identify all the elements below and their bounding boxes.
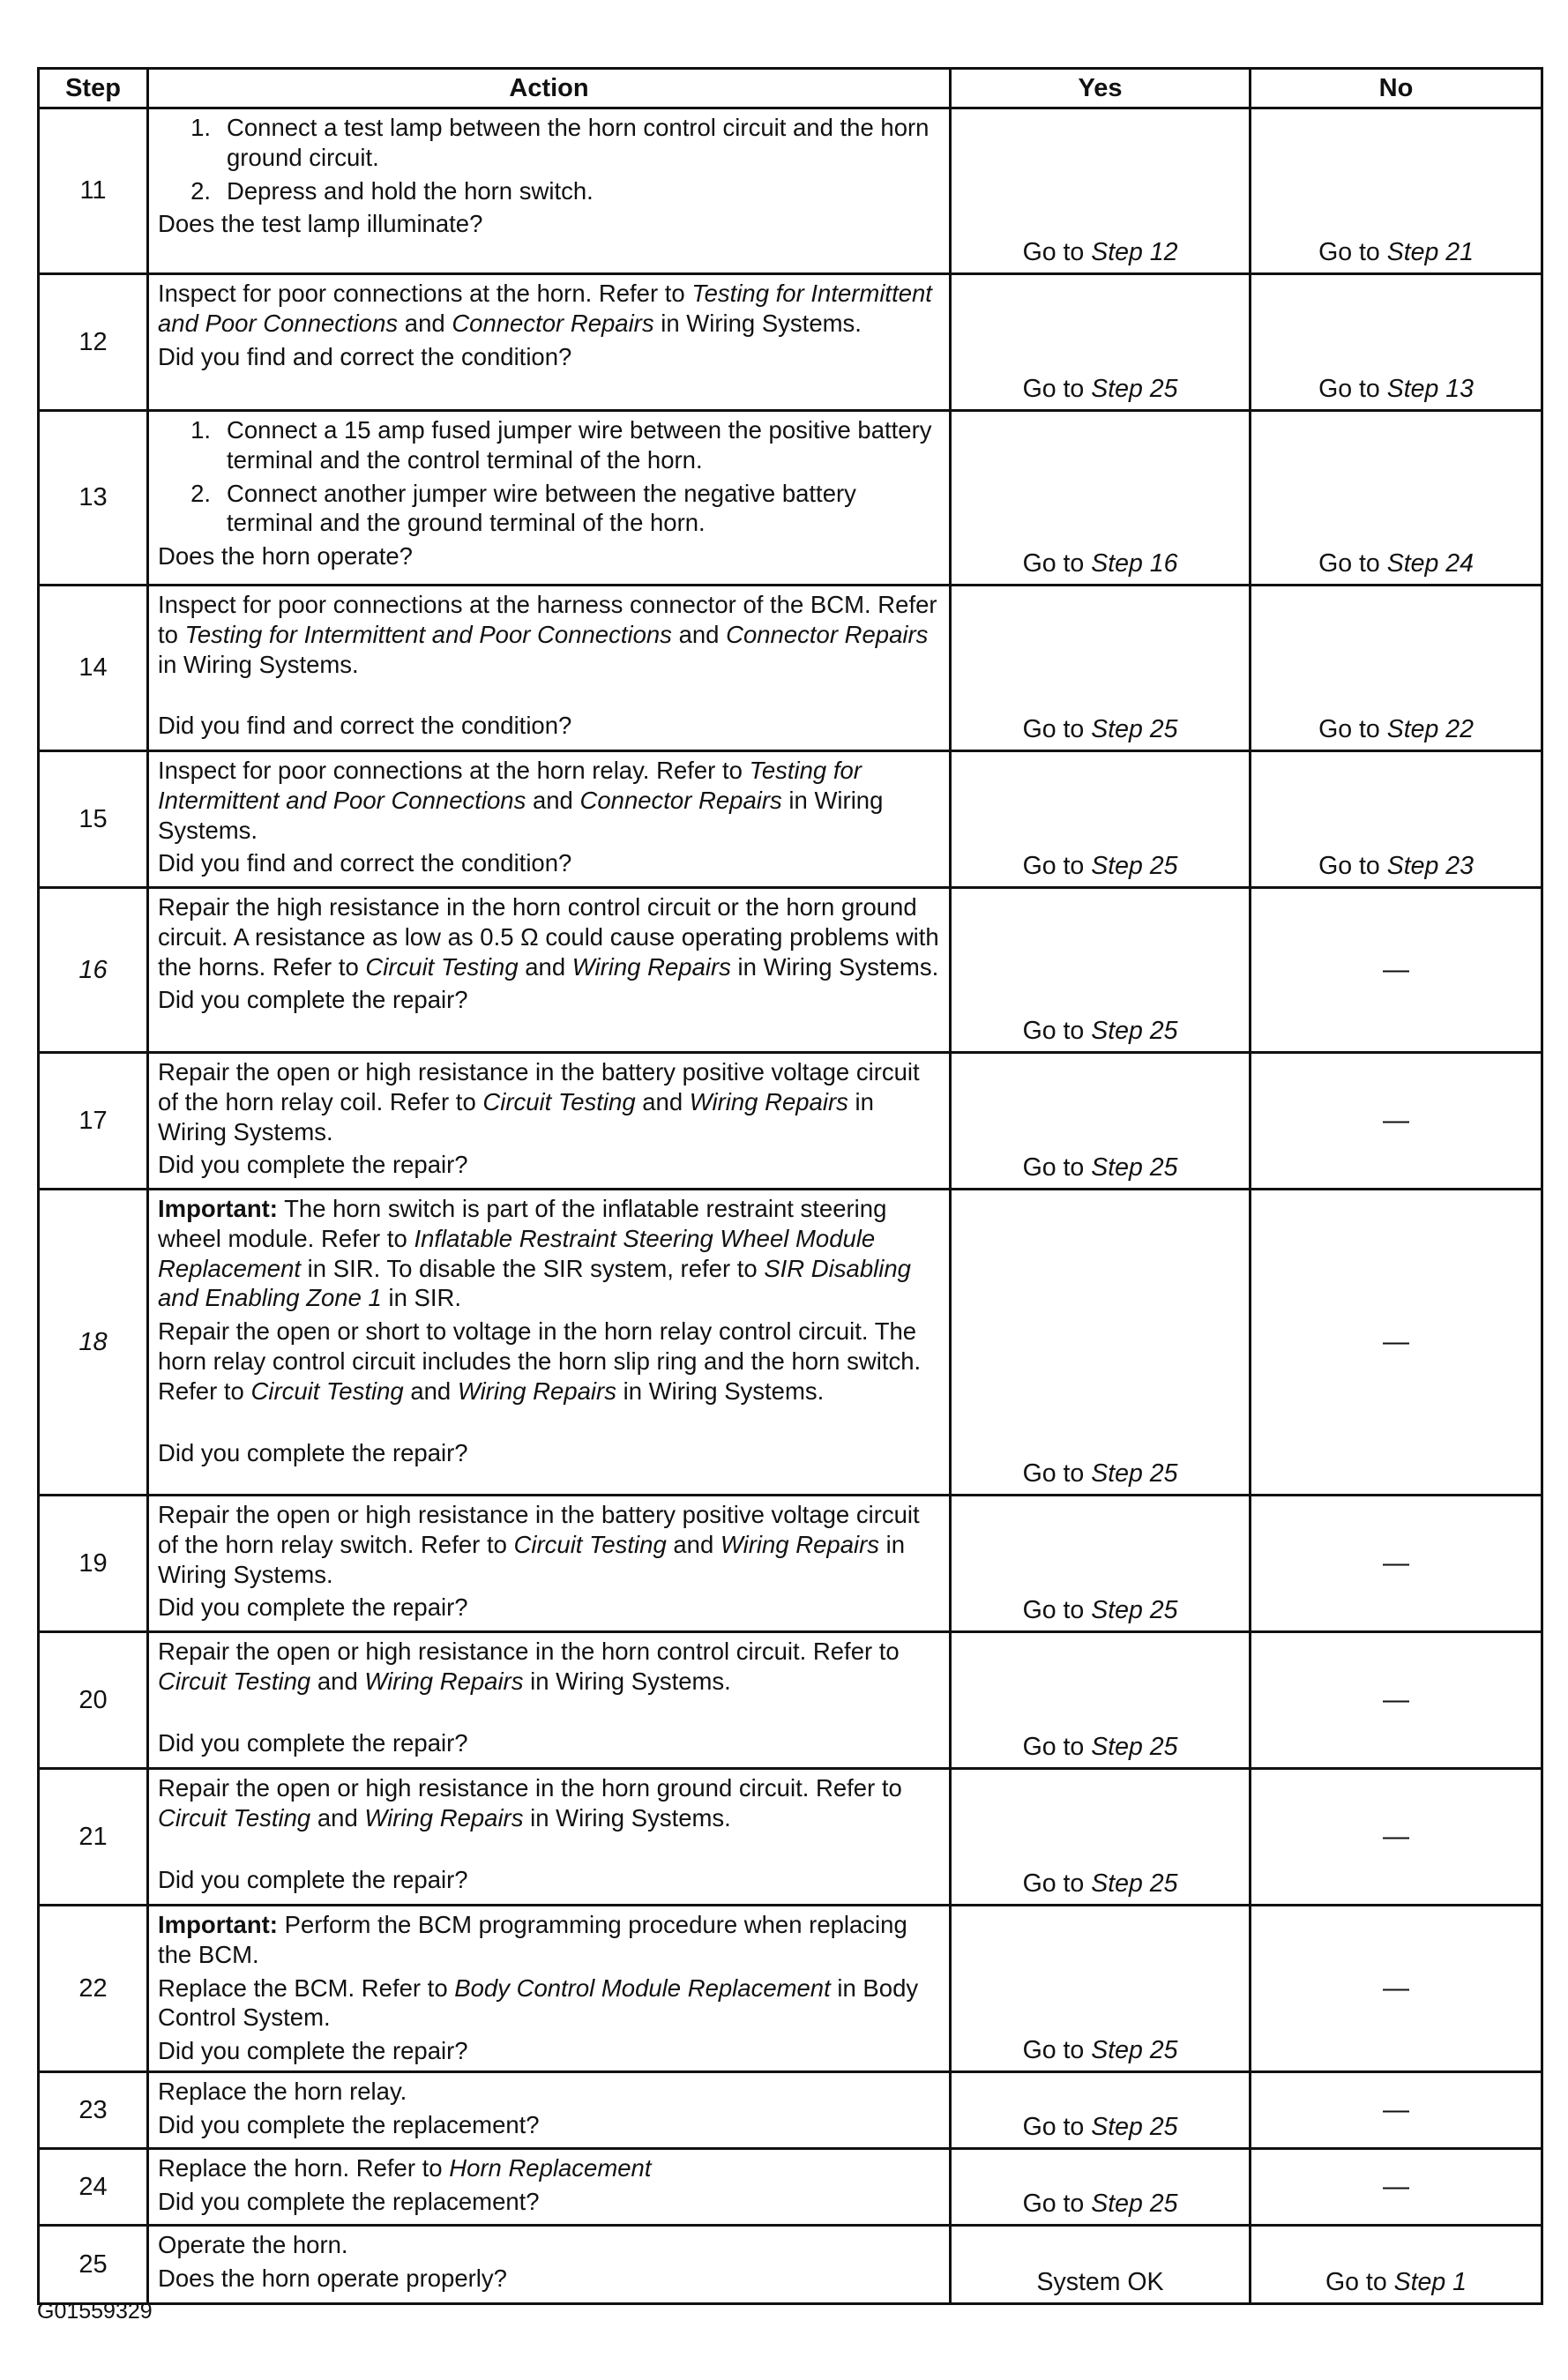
list-item <box>158 176 942 206</box>
action-text: and <box>666 1530 721 1558</box>
table-row <box>39 1906 1542 2072</box>
action-cell <box>148 2072 951 2149</box>
yes-step-reference: Step 25 <box>1091 2036 1178 2065</box>
action-text: Operate the horn. <box>158 2231 348 2259</box>
action-text: Repair the open or high resistance in the horn ground circuit. Refer to <box>158 1774 902 1802</box>
action-text: in Wiring Systems. <box>158 1530 906 1588</box>
list-number: 1. <box>190 416 211 444</box>
important-label: Important: <box>158 1911 278 1938</box>
action-paragraph <box>158 1500 942 1589</box>
yes-cell <box>951 1769 1251 1906</box>
no-cell <box>1251 2226 1542 2304</box>
action-text: and <box>526 786 580 814</box>
step-number: 17 <box>39 1053 148 1190</box>
step-number: 15 <box>39 751 148 888</box>
yes-step-reference: Step 25 <box>1091 375 1178 403</box>
action-cell <box>148 108 951 274</box>
action-text: Replace the horn. Refer to <box>158 2154 450 2182</box>
yes-step-reference: Step 25 <box>1091 715 1178 743</box>
reference-link-text: Circuit Testing <box>158 1667 311 1695</box>
figure-id: G01559329 <box>37 2299 153 2324</box>
spacer <box>158 1410 942 1436</box>
yes-result-text: Go to <box>1022 1459 1092 1488</box>
question-text: Does the test lamp illuminate? <box>158 210 483 238</box>
step-number: 19 <box>39 1496 148 1632</box>
question-text: Did you complete the repair? <box>158 1151 468 1179</box>
action-paragraph <box>158 2230 942 2260</box>
action-cell <box>148 411 951 586</box>
no-cell <box>1251 751 1542 888</box>
step-number: 14 <box>39 586 148 751</box>
yes-result-text: Go to <box>1022 549 1092 578</box>
important-label: Important: <box>158 1195 278 1222</box>
yes-result-text: System OK <box>1036 2268 1164 2297</box>
list-text: Connect another jumper wire between the negative battery terminal and the ground terminal of the horn. <box>227 479 856 537</box>
list-number: 2. <box>190 176 211 205</box>
yes-result-text: Go to <box>1022 1869 1092 1898</box>
header-no: No <box>1251 69 1542 108</box>
yes-result-text: Go to <box>1022 852 1092 880</box>
table-row <box>39 2149 1542 2226</box>
no-cell <box>1251 888 1542 1053</box>
reference-link-text: Testing for Intermittent and Poor Connections <box>158 280 932 337</box>
step-number: 16 <box>39 888 148 1053</box>
step-number: 18 <box>39 1190 148 1496</box>
action-text: Inspect for poor connections at the horn. Refer to <box>158 280 692 307</box>
question-text: Did you complete the repair? <box>158 1865 468 1893</box>
table-row <box>39 2072 1542 2149</box>
action-text: in SIR. To disable the SIR system, refer to <box>301 1254 765 1282</box>
table-row <box>39 1769 1542 1906</box>
action-paragraph <box>158 279 942 339</box>
action-cell <box>148 1190 951 1496</box>
action-text: Replace the BCM. Refer to <box>158 1973 455 2002</box>
no-cell <box>1251 1769 1542 1906</box>
reference-link-text: Wiring Repairs <box>364 1667 524 1695</box>
reference-link-text: Wiring Repairs <box>720 1530 880 1558</box>
table-row <box>39 274 1542 411</box>
yes-cell <box>951 751 1251 888</box>
header-yes: Yes <box>951 69 1251 108</box>
action-cell <box>148 2149 951 2226</box>
yes-result-text: Go to <box>1022 1596 1092 1624</box>
question-text: Did you complete the repair? <box>158 1438 468 1466</box>
action-text: and <box>398 309 452 337</box>
action-text: The horn switch is part of the inflatable restraint steering wheel module. Refer to <box>158 1195 887 1252</box>
yes-result-text: Go to <box>1022 715 1092 743</box>
action-text: and <box>518 952 572 981</box>
reference-link-text: Circuit Testing <box>482 1087 636 1115</box>
step-number: 20 <box>39 1632 148 1769</box>
action-paragraph <box>158 892 942 981</box>
reference-link-text: Testing for Intermittent and Poor Connections <box>158 757 862 814</box>
reference-link-text: Circuit Testing <box>250 1377 404 1405</box>
question-text: Did you complete the replacement? <box>158 2187 540 2215</box>
reference-link-text: Circuit Testing <box>513 1530 667 1558</box>
not-applicable-dash: — <box>1383 955 1409 984</box>
action-text: in Wiring Systems. <box>523 1803 731 1832</box>
spacer <box>158 683 942 709</box>
reference-link-text: Testing for Intermittent and Poor Connections <box>184 620 672 648</box>
yes-cell <box>951 2226 1251 2304</box>
yes-cell <box>951 1906 1251 2072</box>
no-cell <box>1251 2072 1542 2149</box>
action-text: in Body Control System. <box>158 1973 919 2032</box>
action-text: in Wiring Systems. <box>158 786 884 844</box>
no-cell <box>1251 411 1542 586</box>
question-text: Did you complete the repair? <box>158 2037 468 2065</box>
yes-step-reference: Step 25 <box>1091 2113 1178 2142</box>
list-text: Connect a test lamp between the horn control circuit and the horn ground circuit. <box>227 114 930 171</box>
action-text: in Wiring Systems. <box>158 650 359 678</box>
action-cell <box>148 274 951 411</box>
action-text: Replace the horn relay. <box>158 2078 407 2106</box>
table-row <box>39 1496 1542 1632</box>
action-text: in Wiring Systems. <box>653 309 862 337</box>
table-row <box>39 411 1542 586</box>
action-text: Inspect for poor connections at the harness connector of the BCM. Refer to <box>158 591 937 648</box>
action-cell <box>148 1053 951 1190</box>
yes-step-reference: Step 25 <box>1091 852 1178 880</box>
reference-link-text: Horn Replacement <box>449 2154 652 2182</box>
action-paragraph <box>158 1773 942 1833</box>
action-text: Repair the open or high resistance in the battery positive voltage circuit of the horn relay switch. Refer to <box>158 1501 920 1558</box>
not-applicable-dash: — <box>1383 1973 1409 2003</box>
not-applicable-dash: — <box>1383 1548 1409 1578</box>
action-cell <box>148 751 951 888</box>
yes-result-text: Go to <box>1022 2113 1092 2142</box>
yes-cell <box>951 1496 1251 1632</box>
yes-step-reference: Step 25 <box>1091 2190 1178 2219</box>
no-cell <box>1251 586 1542 751</box>
header-action: Action <box>148 69 951 108</box>
yes-step-reference: Step 25 <box>1091 1017 1178 1045</box>
action-paragraph <box>158 1057 942 1146</box>
question-text: Did you find and correct the condition? <box>158 849 572 877</box>
table-row <box>39 1053 1542 1190</box>
action-text: Repair the high resistance in the horn control circuit or the horn ground circuit. A resistance as low as 0.5 Ω could cause operating problems with the horns. Refer to <box>158 893 939 981</box>
action-text: and <box>310 1803 365 1832</box>
action-text: in Wiring Systems. <box>158 1087 874 1145</box>
action-cell <box>148 888 951 1053</box>
question-text: Does the horn operate properly? <box>158 2264 507 2292</box>
list-number: 1. <box>190 114 211 141</box>
no-result-text: Go to <box>1318 715 1387 743</box>
step-number: 21 <box>39 1769 148 1906</box>
question-text: Did you complete the repair? <box>158 986 468 1014</box>
action-text: and <box>403 1377 458 1405</box>
step-number: 11 <box>39 108 148 274</box>
reference-link-text: Wiring Repairs <box>571 952 731 981</box>
list-item <box>158 479 942 539</box>
reference-link-text: Wiring Repairs <box>364 1803 524 1832</box>
spacer <box>158 1837 942 1863</box>
reference-link-text: Connector Repairs <box>726 620 929 648</box>
question-text: Did you find and correct the condition? <box>158 342 572 370</box>
yes-cell <box>951 586 1251 751</box>
reference-link-text: Circuit Testing <box>365 952 519 981</box>
action-text: Repair the open or high resistance in the battery positive voltage circuit of the horn relay coil. Refer to <box>158 1058 920 1115</box>
yes-step-reference: Step 25 <box>1091 1733 1178 1761</box>
no-result-text: Go to <box>1325 2268 1394 2297</box>
no-cell <box>1251 1906 1542 2072</box>
list-item <box>158 415 942 475</box>
question-text: Did you complete the replacement? <box>158 2110 540 2138</box>
no-cell <box>1251 2149 1542 2226</box>
no-step-reference: Step 13 <box>1386 375 1474 403</box>
question-text: Did you complete the repair? <box>158 1593 468 1622</box>
yes-cell <box>951 108 1251 274</box>
no-result-text: Go to <box>1318 852 1387 880</box>
list-text: Connect a 15 amp fused jumper wire between the positive battery terminal and the control terminal of the horn. <box>227 416 932 474</box>
table-row <box>39 751 1542 888</box>
action-paragraph <box>158 2077 942 2107</box>
reference-link-text: Wiring Repairs <box>689 1087 848 1115</box>
action-paragraph <box>158 1973 942 2033</box>
action-text: and <box>671 620 727 648</box>
question-text: Did you find and correct the condition? <box>158 712 572 740</box>
step-number: 23 <box>39 2072 148 2149</box>
action-text: in Wiring Systems. <box>523 1667 731 1695</box>
action-cell <box>148 1632 951 1769</box>
yes-cell <box>951 888 1251 1053</box>
no-step-reference: Step 1 <box>1393 2268 1467 2297</box>
yes-cell <box>951 1190 1251 1496</box>
yes-step-reference: Step 25 <box>1091 1459 1178 1488</box>
not-applicable-dash: — <box>1383 2172 1409 2202</box>
yes-cell <box>951 411 1251 586</box>
no-cell <box>1251 1496 1542 1632</box>
reference-link-text: Inflatable Restraint Steering Wheel Module Replacement <box>158 1224 876 1282</box>
header-row <box>39 69 1542 108</box>
reference-link-text: Body Control Module Replacement <box>454 1973 831 2002</box>
no-result-text: Go to <box>1318 238 1387 266</box>
reference-link-text: Connector Repairs <box>452 309 654 337</box>
action-cell <box>148 1769 951 1906</box>
yes-cell <box>951 2072 1251 2149</box>
action-cell <box>148 1496 951 1632</box>
step-number: 24 <box>39 2149 148 2226</box>
yes-cell <box>951 274 1251 411</box>
yes-cell <box>951 1632 1251 1769</box>
list-item <box>158 113 942 173</box>
list-text: Depress and hold the horn switch. <box>227 176 594 205</box>
yes-result-text: Go to <box>1022 2036 1092 2065</box>
action-text: Repair the open or high resistance in the horn control circuit. Refer to <box>158 1638 900 1665</box>
table-body <box>39 108 1542 2304</box>
action-text: Repair the open or short to voltage in the horn relay control circuit. The horn relay control circuit includes the horn slip ring and the horn switch. Refer to <box>158 1317 922 1405</box>
yes-cell <box>951 1053 1251 1190</box>
spacer <box>158 1700 942 1727</box>
yes-result-text: Go to <box>1022 238 1092 266</box>
action-text: Perform the BCM programming procedure when replacing the BCM. <box>158 1911 907 1968</box>
action-text: in Wiring Systems. <box>616 1377 825 1405</box>
question-text: Does the horn operate? <box>158 542 413 571</box>
action-text: and <box>635 1087 690 1115</box>
step-number: 22 <box>39 1906 148 2072</box>
action-text: and <box>310 1667 365 1695</box>
no-cell <box>1251 1053 1542 1190</box>
no-step-reference: Step 24 <box>1386 549 1474 578</box>
reference-link-text: SIR Disabling and Enabling Zone 1 <box>158 1254 911 1312</box>
table-row <box>39 1632 1542 1769</box>
not-applicable-dash: — <box>1383 1822 1409 1851</box>
yes-result-text: Go to <box>1022 1017 1092 1045</box>
yes-cell <box>951 2149 1251 2226</box>
yes-step-reference: Step 25 <box>1091 1596 1178 1624</box>
list-number: 2. <box>190 479 211 507</box>
action-paragraph <box>158 1910 942 1970</box>
table-row <box>39 888 1542 1053</box>
action-paragraph <box>158 590 942 679</box>
table-row <box>39 586 1542 751</box>
no-step-reference: Step 21 <box>1386 238 1474 266</box>
step-number: 12 <box>39 274 148 411</box>
question-text: Did you complete the repair? <box>158 1728 468 1757</box>
yes-step-reference: Step 16 <box>1091 549 1178 578</box>
yes-result-text: Go to <box>1022 2190 1092 2219</box>
not-applicable-dash: — <box>1383 1106 1409 1135</box>
yes-step-reference: Step 12 <box>1091 238 1178 266</box>
action-paragraph <box>158 756 942 845</box>
no-cell <box>1251 1632 1542 1769</box>
action-text: Inspect for poor connections at the horn relay. Refer to <box>158 757 750 784</box>
no-step-reference: Step 22 <box>1386 715 1474 743</box>
yes-result-text: Go to <box>1022 1733 1092 1761</box>
action-paragraph <box>158 1317 942 1406</box>
table-row <box>39 1190 1542 1496</box>
action-cell <box>148 1906 951 2072</box>
no-result-text: Go to <box>1318 549 1387 578</box>
header-step: Step <box>39 69 148 108</box>
no-cell <box>1251 108 1542 274</box>
step-number: 25 <box>39 2226 148 2304</box>
table-row <box>39 2226 1542 2304</box>
action-paragraph <box>158 1194 942 1313</box>
reference-link-text: Wiring Repairs <box>457 1377 616 1405</box>
action-cell <box>148 586 951 751</box>
step-number: 13 <box>39 411 148 586</box>
no-result-text: Go to <box>1318 375 1387 403</box>
table-row <box>39 108 1542 274</box>
not-applicable-dash: — <box>1383 1327 1409 1356</box>
yes-result-text: Go to <box>1022 375 1092 403</box>
action-paragraph <box>158 1637 942 1697</box>
not-applicable-dash: — <box>1383 1685 1409 1714</box>
not-applicable-dash: — <box>1383 2095 1409 2125</box>
action-text: in SIR. <box>381 1284 461 1312</box>
yes-step-reference: Step 25 <box>1091 1869 1178 1898</box>
yes-result-text: Go to <box>1022 1153 1092 1182</box>
action-cell <box>148 2226 951 2304</box>
action-text: in Wiring Systems. <box>730 952 939 981</box>
yes-step-reference: Step 25 <box>1091 1153 1178 1182</box>
no-cell <box>1251 1190 1542 1496</box>
no-step-reference: Step 23 <box>1386 852 1474 880</box>
reference-link-text: Connector Repairs <box>579 786 782 814</box>
action-paragraph <box>158 2153 942 2183</box>
diagnostic-table <box>37 67 1543 2305</box>
reference-link-text: Circuit Testing <box>158 1803 311 1832</box>
no-cell <box>1251 274 1542 411</box>
